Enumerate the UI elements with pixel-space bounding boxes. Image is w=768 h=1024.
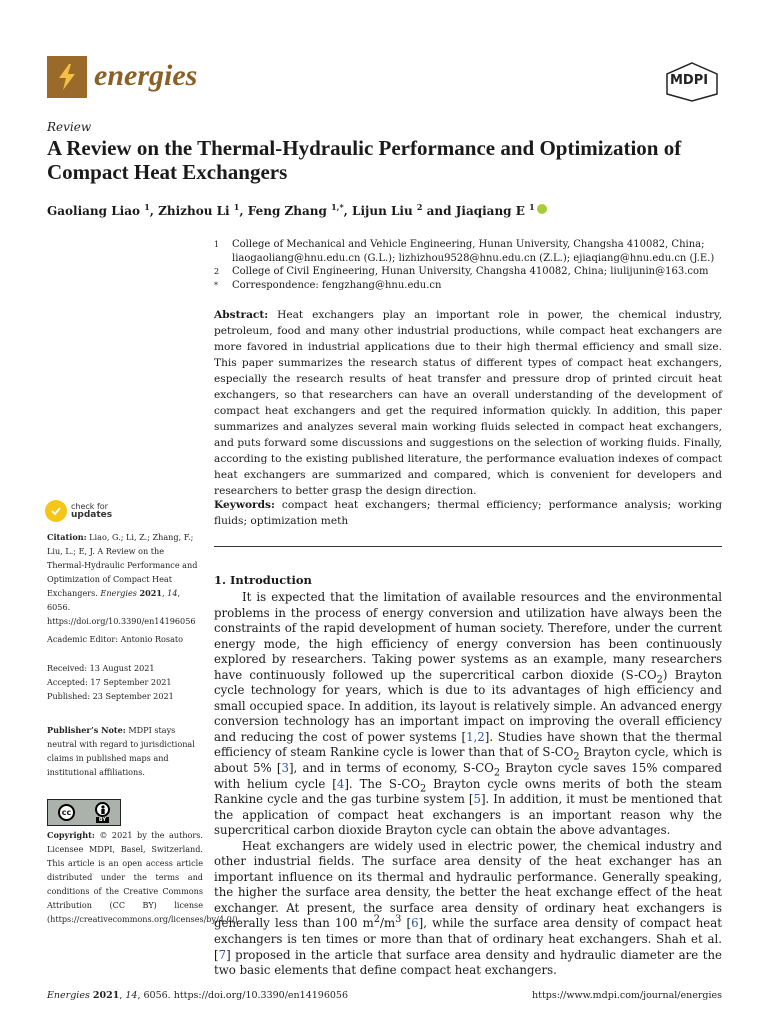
academic-editor: Academic Editor: Antonio Rosato: [47, 634, 184, 644]
author-affiliation-mark: 1: [233, 202, 240, 212]
check-updates-line2: updates: [71, 510, 113, 520]
author-affiliation-mark: 2: [416, 202, 423, 212]
footer-citation: Energies 2021, 14, 6056. https://doi.org/10.3390/en14196056: [47, 990, 349, 1001]
by-icon: [95, 802, 110, 823]
keywords: [214, 497, 722, 529]
affiliation-text: College of Mechanical and Vehicle Engineering, Hunan University, Changsha 410082, China; liaogaoliang@hnu.edu.cn (G.L.); lizhizhou9528@hnu.edu.cn (Z.L.); ejiaqiang@hnu.edu.cn (J.E.): [232, 239, 715, 264]
body-text: [214, 590, 722, 979]
affiliation-item: [214, 238, 724, 265]
author-affiliation-mark: 1: [529, 202, 535, 212]
journal-logo: [47, 56, 87, 98]
orcid-icon[interactable]: [537, 204, 547, 214]
publisher-note-text: MDPI stays neutral with regard to jurisdictional claims in published maps and institutional affiliations.: [47, 725, 195, 777]
accepted-date: Accepted: 17 September 2021: [47, 677, 172, 687]
citation-link[interactable]: 1,2: [466, 729, 485, 744]
citation-year: 2021: [139, 588, 163, 598]
mdpi-logo: [664, 62, 720, 102]
citation-doi[interactable]: , 6056. https://doi.org/10.3390/en14196056: [47, 588, 196, 626]
citation-link[interactable]: 7: [218, 947, 227, 962]
affiliation-item: [214, 279, 724, 293]
publisher-note: [47, 723, 203, 779]
affiliation-text: Correspondence: fengzhang@hnu.edu.cn: [232, 279, 442, 291]
citation: Citation: Liao, G.; Li, Z.; Zhang, F.; Liu, L.; E, J. A Review on the Thermal-Hydraulic Performance and Optimization of Compact Heat Exchangers. Energies 2021, 14, 6056. https://doi.org/10.3390/en14196056: [47, 532, 198, 626]
journal-name: energies: [94, 59, 198, 92]
affiliation-mark: 1: [214, 240, 220, 249]
citation-text: Liao, G.; Li, Z.; Zhang, F.; Liu, L.; E, J. A Review on the Thermal-Hydraulic Performance and Optimization of Compact Heat Exchangers.: [47, 532, 198, 598]
cc-by-license-badge[interactable]: [47, 799, 121, 826]
author-affiliation-mark: 1,*: [331, 202, 344, 212]
published-date: Published: 23 September 2021: [47, 691, 174, 701]
copyright-text: © 2021 by the authors. Licensee MDPI, Basel, Switzerland. This article is an open access article distributed under the terms and conditions of the Creative Commons Attribution (CC BY) license (https://creativecommons.org/licenses/by/4.0/).: [47, 830, 241, 924]
by-label: BY: [96, 817, 109, 823]
footer-year: 2021: [92, 990, 120, 1001]
author-name: Feng Zhang: [247, 204, 327, 218]
footer-doi[interactable]: , 6056. https://doi.org/10.3390/en14196056: [137, 990, 349, 1001]
section-heading: 1. Introduction: [214, 573, 312, 587]
check-updates-line1: check for: [71, 502, 108, 511]
abstract-text: Heat exchangers play an important role in power, the chemical industry, petroleum, food and many other industrial productions, while compact heat exchangers are more favored in industrial applications due to their high thermal efficiency and small size. This paper summarizes the research status of different types of compact heat exchangers, especially the research results of heat transfer and pressure drop of printed circuit heat exchangers, so that researchers can have an overall understanding of the development of compact heat exchangers and get the required information quickly. In addition, this paper summarizes and analyzes several main working fluids selected in compact heat exchangers, and puts forward some discussions and suggestions on the selection of working fluids. Finally, according to the existing published literature, the performance evaluation indexes of compact heat exchangers are summarized and compared, which is convenient for developers and researchers to better grasp the design direction.: [214, 309, 722, 497]
footer-journal-url[interactable]: https://www.mdpi.com/journal/energies: [532, 990, 722, 1001]
affiliation-item: [214, 265, 724, 279]
lightning-bolt-icon: [56, 63, 78, 91]
citation-journal: Energies: [100, 588, 137, 598]
author-name: Lijun Liu: [352, 204, 413, 218]
article-title: A Review on the Thermal-Hydraulic Performance and Optimization of Compact Heat Exchangers: [47, 136, 682, 184]
abstract: [214, 307, 722, 499]
keywords-label: Keywords:: [214, 499, 275, 511]
affiliation-mark: 2: [214, 267, 220, 276]
article-type: Review: [47, 120, 92, 134]
paragraph: It is expected that the limitation of available resources and the environmental problems in the process of energy conversion and utilization have always been the constraints of the rapid development of human society. Therefore, under the current energy mode, the high efficiency of energy conversion has been continuously explored by researchers. Taking power systems as an example, many researchers have continuously followed up the supercritical carbon dioxide $(S-CO_2)$ Brayton cycle technology for years, which is due to its advantages of high efficiency and small occupied space. In addition, its layout is relatively simple. An advanced energy conversion technology has an important impact on improving the overall efficiency and reducing the cost of power systems [1,2]. Studies have shown that the thermal efficiency of steam Rankine cycle is lower than that of $S-CO_2$ Brayton cycle, which is about 5% [3], and in terms of economy, $S-CO_2$ Brayton cycle saves 15% compared with helium cycle [4]. The $S-CO_2$ Brayton cycle owns merits of both the steam Rankine cycle and the gas turbine system [5]. In addition, it must be mentioned that the application of compact heat exchangers is an important reason why the supercritical carbon dioxide Brayton cycle can obtain the above advantages.: [214, 590, 722, 838]
citation-link[interactable]: 3: [281, 761, 289, 776]
keywords-text: compact heat exchangers; thermal efficiency; performance analysis; working fluids; optimization meth: [214, 499, 722, 527]
author-name: Gaoliang Liao: [47, 204, 140, 218]
affiliation-text: College of Civil Engineering, Hunan University, Changsha 410082, China; liulijunin@163.com: [232, 266, 709, 277]
citation-link[interactable]: 4: [336, 776, 345, 791]
citation-link[interactable]: 5: [473, 792, 481, 807]
paragraph: Heat exchangers are widely used in electric power, the chemical industry and other industrial fields. The surface area density of the heat exchanger has an important influence on its thermal and hydraulic performance. Generally speaking, the higher the surface area density, the better the heat exchange effect of the heat exchanger. At present, the surface area density of ordinary heat exchangers is generally less than 100 $m^2/m^3$ [6], while the surface area density of compact heat exchangers is ten times or more than that of ordinary heat exchangers. Shah et al. [7] proposed in the article that surface area density and hydraulic diameter are the two basic elements that define compact heat exchangers.: [214, 838, 722, 978]
copyright-label: Copyright:: [47, 830, 95, 840]
citation-volume: 14: [167, 588, 178, 598]
author-list: Gaoliang Liao $^1$, Zhizhou Li $^1$, Feng Zhang $^{1,*}$, Lijun Liu $^2$ and Jiaqiang E $^1$: [47, 204, 547, 218]
publisher-note-label: Publisher’s Note:: [47, 725, 126, 735]
copyright: [47, 828, 241, 926]
cc-icon: cc: [58, 804, 75, 821]
section-divider: [214, 546, 722, 547]
affiliations: [214, 238, 724, 292]
received-date: Received: 13 August 2021: [47, 663, 155, 673]
citation-link[interactable]: 6: [411, 916, 419, 931]
author-name: Zhizhou Li: [158, 204, 230, 218]
publisher-name: MDPI: [670, 73, 709, 88]
person-icon: [95, 802, 110, 817]
author-name: Jiaqiang E: [455, 204, 525, 218]
check-for-updates-button[interactable]: [45, 500, 112, 522]
author-affiliation-mark: 1: [144, 202, 150, 212]
abstract-label: Abstract:: [214, 309, 269, 321]
footer-journal: Energies: [47, 990, 90, 1001]
footer-volume: 14: [125, 990, 138, 1001]
affiliation-mark: *: [214, 280, 218, 290]
check-updates-icon: [45, 500, 67, 522]
citation-label: Citation:: [47, 532, 87, 542]
